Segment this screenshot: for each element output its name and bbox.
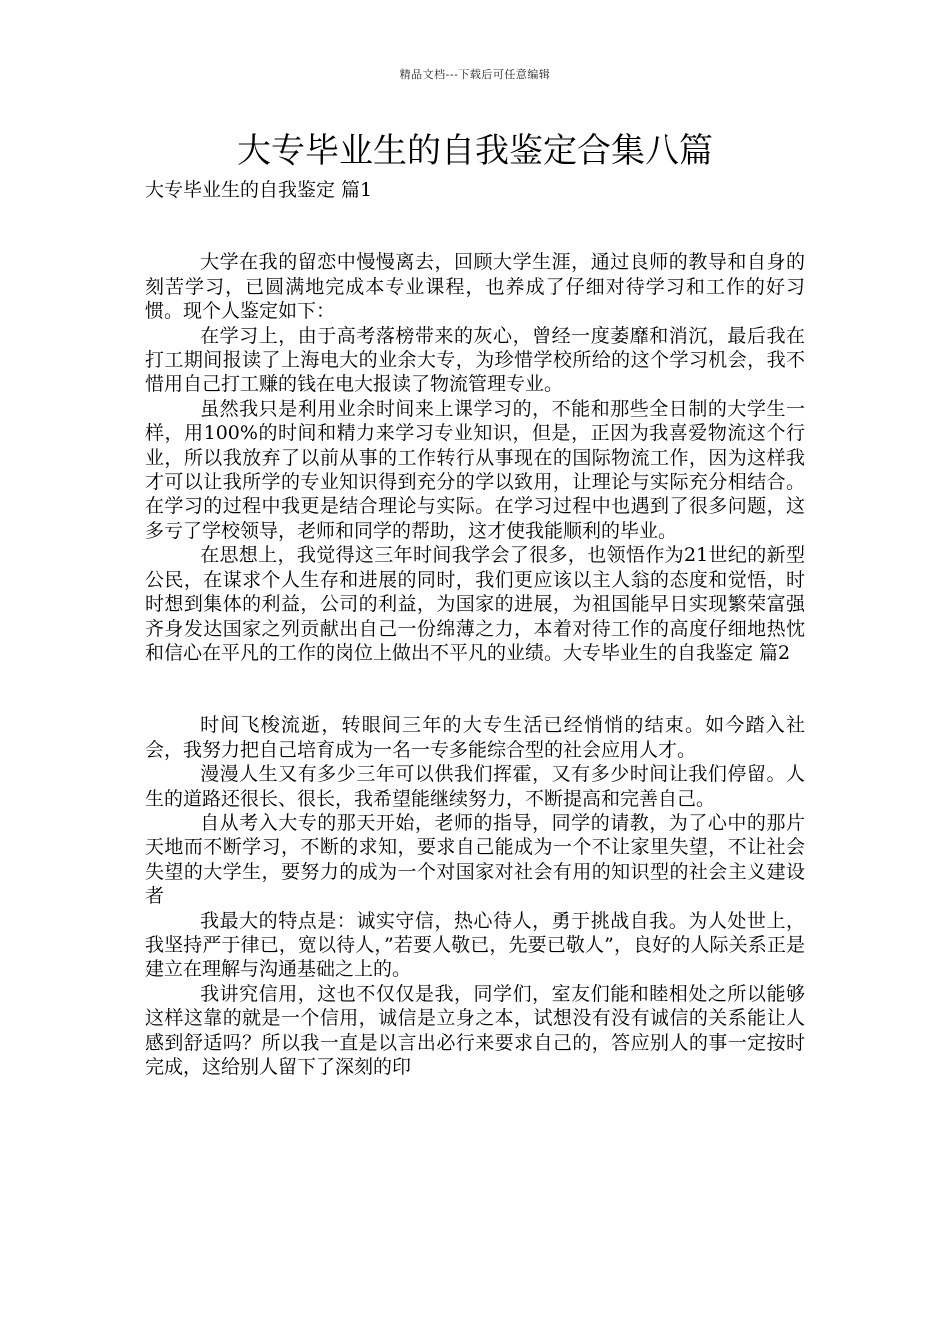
- paragraph: 自从考入大专的那天开始，老师的指导，同学的请教，为了心中的那片天地而不断学习，不断的求知，要求自己能成为一个不让家里失望，不让社会失望的大学生，要努力的成为一个对国家对社会有用的知识型的社会主义建设者: [145, 811, 805, 908]
- paragraph: 虽然我只是利用业余时间来上课学习的，不能和那些全日制的大学生一样，用100%的时间和精力来学习专业知识，但是，正因为我喜爱物流这个行业，所以我放弃了以前从事的工作转行从事现在的国际物流工作，因为这样我才可以让我所学的专业知识得到充分的学以致用，让理论与实际充分相结合。在学习的过程中我更是结合理论与实际。在学习过程中也遇到了很多问题，这多亏了学校领导，老师和同学的帮助，这才使我能顺利的毕业。: [145, 397, 805, 542]
- paragraph: 我讲究信用，这也不仅仅是我，同学们，室友们能和睦相处之所以能够这样这靠的就是一个信用，诚信是立身之本，试想没有没有诚信的关系能让人感到舒适吗？所以我一直是以言出必行来要求自己的，答应别人的事一定按时完成，这给别人留下了深刻的印: [145, 982, 805, 1078]
- document-body: [145, 178, 805, 1079]
- paragraph: 漫漫人生又有多少三年可以供我们挥霍，又有多少时间让我们停留。人生的道路还很长、很长，我希望能继续努力，不断提高和完善自己。: [145, 763, 805, 810]
- paragraph: 时间飞梭流逝，转眼间三年的大专生活已经悄悄的结束。如今踏入社会，我努力把自己培育成为一名一专多能综合型的社会应用人才。: [145, 714, 805, 761]
- paragraph: 大学在我的留恋中慢慢离去，回顾大学生涯，通过良师的教导和自身的刻苦学习，已圆满地完成本专业课程，也养成了仔细对待学习和工作的好习惯。现个人鉴定如下：: [145, 251, 805, 323]
- paragraph: 在学习上，由于高考落榜带来的灰心，曾经一度萎靡和消沉，最后我在打工期间报读了上海电大的业余大专，为珍惜学校所给的这个学习机会，我不惜用自己打工赚的钱在电大报读了物流管理专业。: [145, 324, 805, 396]
- section-gap: [145, 202, 805, 250]
- paragraph-with-inline-heading: [145, 543, 805, 665]
- header-note: 精品文档---下载后可任意编辑: [399, 68, 551, 81]
- paragraph-text: 在思想上，我觉得这三年时间我学会了很多，也领悟作为21世纪的新型公民，在谋求个人生存和进展的同时，我们更应该以主人翁的态度和觉悟，时时想到集体的利益，公司的利益，为国家的进展，为祖国能早日实现繁荣富强齐身发达国家之列贡献出自己一份绵薄之力，本着对待工作的高度仔细地热忱和信心在平凡的工作的岗位上做出不平凡的业绩。: [145, 544, 805, 664]
- paragraph: 我最大的特点是：诚实守信，热心待人，勇于挑战自我。为人处世上，我坚持严于律已，宽以待人，”若要人敬已，先要已敬人”，良好的人际关系正是建立在理解与沟通基础之上的。: [145, 909, 805, 981]
- document-title: 大专毕业生的自我鉴定合集八篇: [237, 131, 713, 171]
- section-gap: [145, 665, 805, 713]
- section-heading-2: 大专毕业生的自我鉴定 篇2: [563, 641, 791, 664]
- section-heading-1: 大专毕业生的自我鉴定 篇1: [145, 179, 373, 201]
